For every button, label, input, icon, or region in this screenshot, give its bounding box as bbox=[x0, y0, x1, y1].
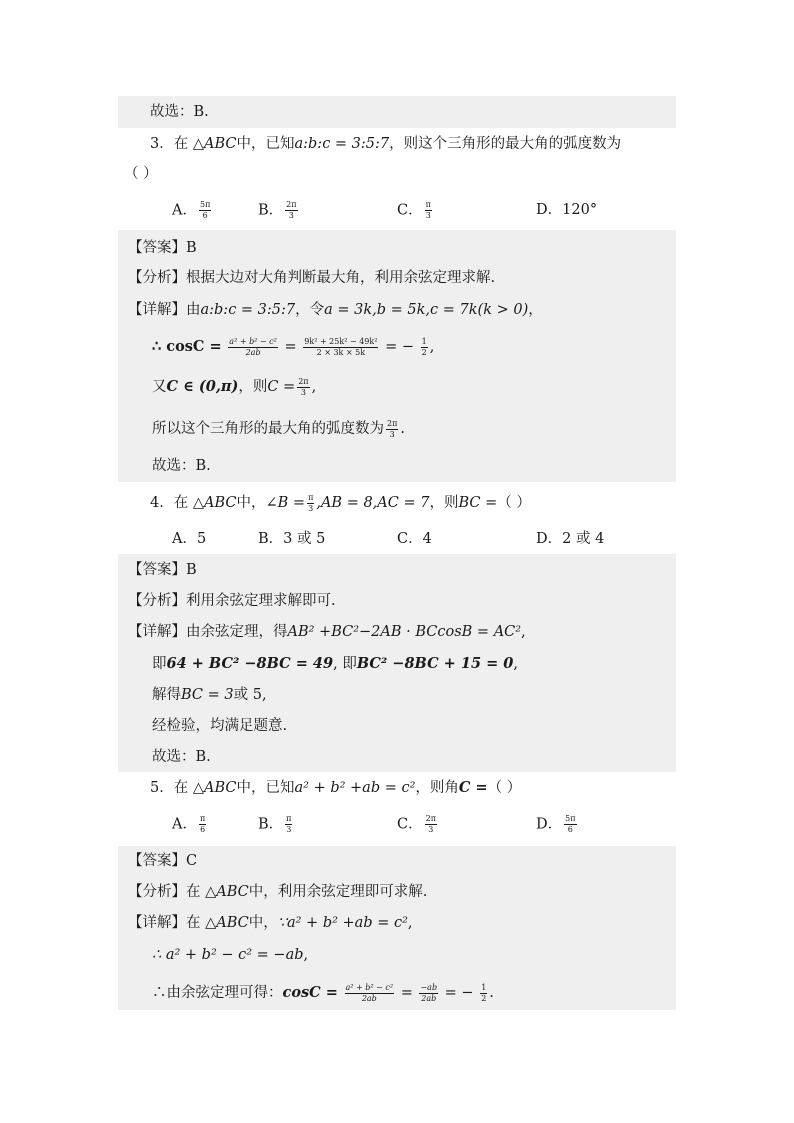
q3-option-a-den: 6 bbox=[202, 211, 208, 220]
q5-option-d-den: 6 bbox=[567, 825, 573, 834]
question-4 bbox=[150, 490, 531, 516]
q5-option-d-label: D． bbox=[536, 816, 563, 833]
a5-eq2: = − bbox=[444, 985, 474, 1001]
q5-ask: C = bbox=[458, 779, 488, 796]
q3-option-b bbox=[258, 200, 300, 221]
a3-analysis: 【分析】根据大边对大角判断最大角，利用余弦定理求解. bbox=[128, 270, 496, 286]
a3-conclusion-line bbox=[152, 416, 405, 442]
q4-option-c bbox=[397, 529, 432, 549]
q5-option-a-num: π bbox=[199, 814, 206, 823]
q3-option-a-frac bbox=[199, 200, 211, 221]
q4-option-a bbox=[172, 529, 206, 549]
a3-range-end: , bbox=[311, 379, 317, 395]
a5-f1-den: 2ab bbox=[361, 993, 377, 1003]
a3-answer: 【答案】B bbox=[128, 240, 197, 256]
q4-option-b bbox=[258, 529, 325, 549]
a4-line3 bbox=[152, 685, 267, 705]
a5-detail-pre: 在 bbox=[186, 915, 201, 931]
a3-range: C ∈ (0,π) bbox=[166, 378, 239, 395]
question-5 bbox=[150, 778, 521, 798]
a4-line2-pre: 即 bbox=[152, 656, 167, 672]
q5-pre: 在 bbox=[173, 780, 189, 796]
q5-option-c-frac bbox=[425, 814, 437, 835]
a5-line2-eq: ∴ a² + b² − c² = −ab bbox=[152, 947, 304, 963]
q5-number: 5． bbox=[150, 780, 174, 796]
q3-ratio: a:b:c = 3:5:7 bbox=[294, 136, 390, 152]
q5-post: ，则角 bbox=[415, 780, 459, 796]
q3-option-a-label: A． bbox=[172, 202, 197, 219]
q4-post: ，则 bbox=[429, 495, 459, 511]
a3-range-line bbox=[152, 374, 316, 400]
q5-option-a-den: 6 bbox=[200, 825, 206, 834]
a5-f3-den: 2 bbox=[481, 993, 487, 1003]
q3-option-c bbox=[397, 200, 434, 221]
a3-cos-f3-num: 1 bbox=[421, 336, 427, 346]
q5-option-d-frac bbox=[564, 814, 576, 835]
a5-eq: = bbox=[400, 985, 413, 1001]
q4-cond-frac bbox=[307, 493, 314, 514]
q4-cond-post: ,AB = 8,AC = 7 bbox=[316, 495, 430, 511]
q3-option-c-den: 3 bbox=[425, 211, 431, 220]
a3-range-num: 2π bbox=[298, 376, 309, 386]
a3-cos-eq2: = − bbox=[385, 339, 414, 355]
a3-end: 故选：B. bbox=[152, 458, 211, 474]
a4-detail bbox=[128, 622, 526, 642]
a3-range-frac bbox=[297, 377, 309, 398]
a3-detail-mid: ，令 bbox=[295, 302, 325, 318]
a4-line3-post: 或 5, bbox=[233, 687, 267, 703]
q4-option-a-label: A． bbox=[172, 531, 197, 547]
q4-option-d bbox=[536, 529, 604, 549]
a3-concl-den: 3 bbox=[389, 429, 395, 439]
a3-range-mid: ，则 bbox=[238, 379, 268, 395]
q5-paren: （ ） bbox=[487, 780, 522, 796]
a4-line2-eq2: BC² −8BC + 15 = 0 bbox=[356, 655, 514, 672]
q4-triangle: △ABC bbox=[192, 495, 237, 511]
q4-cond-num: π bbox=[308, 492, 314, 502]
a4-detail-tag: 【详解】 bbox=[128, 624, 186, 640]
q4-mid: 中， bbox=[236, 495, 266, 511]
a3-cos-frac1 bbox=[228, 337, 278, 358]
a3-detail-end: ， bbox=[528, 302, 543, 318]
q5-option-a-label: A． bbox=[172, 816, 197, 833]
q4-pre: 在 bbox=[173, 495, 189, 511]
q3-mid: 中，已知 bbox=[236, 136, 295, 152]
q4-option-a-text: 5 bbox=[196, 531, 207, 547]
q3-option-a-num: 5π bbox=[199, 200, 211, 209]
q5-option-c-den: 3 bbox=[428, 825, 434, 834]
a5-line3 bbox=[152, 980, 494, 1006]
a3-cos-frac3 bbox=[421, 337, 428, 358]
a5-answer: 【答案】C bbox=[128, 853, 198, 869]
a4-answer: 【答案】B bbox=[128, 562, 197, 578]
q4-option-c-label: C． bbox=[397, 531, 423, 547]
q5-option-a bbox=[172, 814, 208, 835]
q5-option-b bbox=[258, 814, 294, 835]
q3-option-d-label: D． bbox=[536, 202, 563, 218]
a3-range-den: 3 bbox=[300, 387, 306, 397]
a5-frac1 bbox=[345, 983, 395, 1004]
q4-option-b-label: B． bbox=[258, 531, 284, 547]
a5-line3-pre: ∴由余弦定理可得： bbox=[152, 985, 283, 1001]
a3-cos-f2-den: 2 × 3k × 5k bbox=[316, 347, 366, 357]
a5-detail-mid: 中， bbox=[248, 915, 278, 931]
q3-option-d bbox=[536, 200, 597, 220]
q5-option-a-frac bbox=[199, 814, 206, 835]
a5-f2-num: −ab bbox=[420, 982, 438, 992]
a5-line2-end: , bbox=[303, 947, 309, 963]
a3-cos-pre: ∴ cosC = bbox=[152, 338, 222, 355]
a5-detail bbox=[128, 913, 413, 933]
q4-option-c-text: 4 bbox=[422, 531, 432, 547]
q4-paren: （ ） bbox=[497, 495, 531, 511]
question-3 bbox=[150, 134, 621, 154]
a3-detail-pre: 由 bbox=[186, 302, 201, 318]
q3-option-a bbox=[172, 200, 213, 221]
q4-number: 4． bbox=[150, 495, 174, 511]
a4-detail-end: , bbox=[521, 624, 526, 640]
a4-detail-pre: 由余弦定理，得 bbox=[186, 624, 288, 640]
a3-range-c: C = bbox=[267, 379, 296, 395]
a3-concl-pre: 所以这个三角形的最大角的弧度数为 bbox=[152, 421, 384, 437]
a5-end: . bbox=[489, 985, 494, 1001]
a5-detail-tri: △ABC bbox=[205, 915, 249, 931]
q5-option-b-label: B． bbox=[258, 816, 284, 833]
a4-line3-pre: 解得 bbox=[152, 687, 181, 703]
q3-number: 3． bbox=[150, 136, 174, 152]
q5-option-c bbox=[397, 814, 439, 835]
a4-line2-end: , bbox=[513, 656, 518, 672]
q5-mid: 中，已知 bbox=[236, 780, 295, 796]
q3-triangle: △ABC bbox=[192, 136, 237, 152]
q3-option-c-num: π bbox=[425, 200, 431, 209]
q3-option-b-label: B． bbox=[258, 202, 284, 219]
a5-analysis bbox=[128, 882, 427, 902]
a5-detail-tag: 【详解】 bbox=[128, 915, 186, 931]
a5-analysis-tri: △ABC bbox=[205, 884, 249, 900]
a5-analysis-post: 中，利用余弦定理即可求解. bbox=[248, 884, 428, 900]
a3-cos-end: , bbox=[429, 339, 435, 355]
q3-paren: （ ） bbox=[124, 166, 158, 182]
a5-detail-eq: ∵a² + b² +ab = c² bbox=[277, 915, 408, 931]
a4-line2 bbox=[152, 654, 518, 674]
a3-cos-f1-den: 2ab bbox=[245, 347, 261, 357]
a5-analysis-pre: 【分析】在 bbox=[128, 884, 201, 900]
q5-triangle: △ABC bbox=[192, 780, 237, 796]
a4-line2-mid: , 即 bbox=[333, 656, 357, 672]
q3-pre: 在 bbox=[173, 136, 189, 152]
q3-option-d-text: 120° bbox=[562, 202, 598, 218]
q3-option-b-num: 2π bbox=[286, 200, 297, 209]
a3-detail-tag: 【详解】 bbox=[128, 302, 186, 318]
a4-line4: 经检验，均满足题意. bbox=[152, 718, 288, 734]
a5-detail-end: , bbox=[407, 915, 413, 931]
a3-range-pre: 又 bbox=[152, 379, 167, 395]
a3-concl-end: . bbox=[400, 421, 405, 437]
q4-option-d-text: 2 或 4 bbox=[562, 531, 605, 547]
q3-option-c-frac bbox=[425, 200, 432, 221]
q5-option-d-num: 5π bbox=[565, 814, 576, 823]
a5-f3-num: 1 bbox=[481, 982, 487, 992]
a3-concl-num: 2π bbox=[387, 418, 398, 428]
q4-option-d-label: D． bbox=[536, 531, 563, 547]
q5-option-c-label: C． bbox=[397, 816, 423, 833]
a5-f1-num: a² + b² − c² bbox=[345, 982, 394, 992]
a4-analysis: 【分析】利用余弦定理求解即可. bbox=[128, 593, 336, 609]
q4-cond-den: 3 bbox=[308, 503, 314, 513]
a3-cos-eq: = bbox=[284, 339, 297, 355]
a5-f2-den: 2ab bbox=[421, 993, 437, 1003]
a3-cos-f1-num: a² + b² − c² bbox=[229, 336, 277, 346]
a3-cos-line bbox=[152, 334, 434, 360]
a4-line3-eq: BC = 3 bbox=[181, 687, 234, 703]
q3-option-c-label: C． bbox=[397, 202, 423, 219]
a3-cos-f2-num: 9k² + 25k² − 49k² bbox=[304, 336, 378, 346]
q5-option-d bbox=[536, 814, 579, 835]
a3-cos-f3-den: 2 bbox=[421, 347, 427, 357]
a5-line2 bbox=[152, 945, 308, 965]
q5-option-c-num: 2π bbox=[425, 814, 436, 823]
block2-conclusion: 故选：B. bbox=[150, 104, 209, 120]
a5-line3-cos: cosC = bbox=[282, 984, 338, 1001]
a3-detail-ratio: a:b:c = 3:5:7 bbox=[200, 302, 296, 318]
q3-post: ，则这个三角形的最大角的弧度数为 bbox=[389, 136, 622, 152]
q3-option-b-den: 3 bbox=[288, 211, 294, 220]
a5-frac2 bbox=[419, 983, 438, 1004]
q5-option-b-num: π bbox=[286, 814, 292, 823]
q4-ask: BC = bbox=[458, 495, 498, 511]
q3-option-b-frac bbox=[285, 200, 297, 221]
q4-option-b-text: 3 或 5 bbox=[283, 531, 326, 547]
a3-detail bbox=[128, 300, 543, 320]
a5-frac3 bbox=[480, 983, 487, 1004]
q5-cond: a² + b² +ab = c² bbox=[294, 780, 416, 796]
q4-cond-pre: ∠B = bbox=[265, 495, 306, 511]
q5-option-b-den: 3 bbox=[286, 825, 292, 834]
a4-line2-eq1: 64 + BC² −8BC = 49 bbox=[166, 655, 334, 672]
a3-detail-sub: a = 3k,b = 5k,c = 7k(k > 0) bbox=[324, 302, 529, 318]
q5-option-b-frac bbox=[285, 814, 292, 835]
a3-cos-frac2 bbox=[303, 337, 378, 358]
a3-concl-frac bbox=[386, 419, 398, 440]
a4-detail-eq: AB² +BC²−2AB · BCcosB = AC² bbox=[287, 624, 522, 640]
a4-end: 故选：B. bbox=[152, 749, 211, 765]
